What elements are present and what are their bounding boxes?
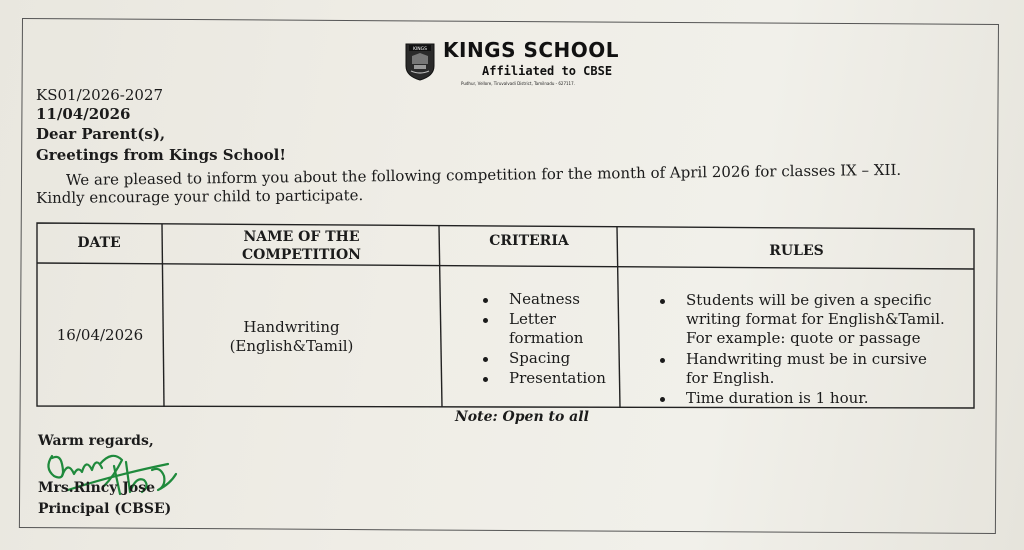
greeting: Greetings from Kings School!	[36, 146, 286, 164]
signer-name: Mrs.Rincy Jose	[38, 480, 156, 496]
header-date: DATE	[77, 235, 121, 251]
rule-item: Time duration is 1 hour.	[686, 389, 869, 408]
school-address: Pudhur, Vellore, Tiruvalvadi District, Tamilnadu - 627117.	[461, 81, 575, 86]
rule-item: Handwriting must be in cursive for English.	[686, 350, 927, 388]
school-crest-logo	[402, 40, 438, 82]
row-date: 16/04/2026	[56, 326, 144, 344]
logo-text: KINGS	[413, 47, 427, 52]
bullet-icon	[660, 358, 665, 363]
criteria-item: Neatness	[509, 290, 580, 309]
school-name: KINGS SCHOOL	[443, 38, 620, 62]
criteria-item: Spacing	[509, 349, 570, 368]
body-paragraph-line-1: We are pleased to inform you about the following competition for the month of April 2026 for classes IX – XII.	[66, 160, 902, 189]
criteria-item: Letter formation	[509, 310, 583, 348]
header-competition-name: NAME OF THE COMPETITION	[242, 229, 361, 263]
table-note: Note: Open to all	[455, 409, 589, 425]
salutation: Dear Parent(s),	[36, 125, 166, 143]
reference-number: KS01/2026-2027	[36, 86, 164, 104]
bullet-icon	[660, 299, 665, 304]
affiliation-line: Affiliated to CBSE	[482, 64, 613, 78]
body-paragraph-line-2: Kindly encourage your child to participate.	[36, 186, 364, 207]
letter-date: 11/04/2026	[36, 105, 131, 123]
signer-title: Principal (CBSE)	[38, 501, 172, 517]
handwritten-signature	[40, 446, 190, 506]
criteria-item: Presentation	[509, 369, 606, 388]
header-rules: RULES	[769, 243, 824, 259]
rule-item: Students will be given a specific writing format for English&Tamil. For example: quote or passage	[686, 291, 945, 348]
row-competition-name: Handwriting (English&Tamil)	[229, 318, 354, 355]
header-criteria: CRITERIA	[489, 233, 569, 249]
bullet-icon	[483, 357, 488, 362]
bullet-icon	[660, 397, 665, 402]
bullet-icon	[483, 377, 488, 382]
bullet-icon	[483, 298, 488, 303]
bullet-icon	[483, 318, 488, 323]
competition-table	[36, 222, 974, 408]
closing-regards: Warm regards,	[38, 433, 154, 449]
